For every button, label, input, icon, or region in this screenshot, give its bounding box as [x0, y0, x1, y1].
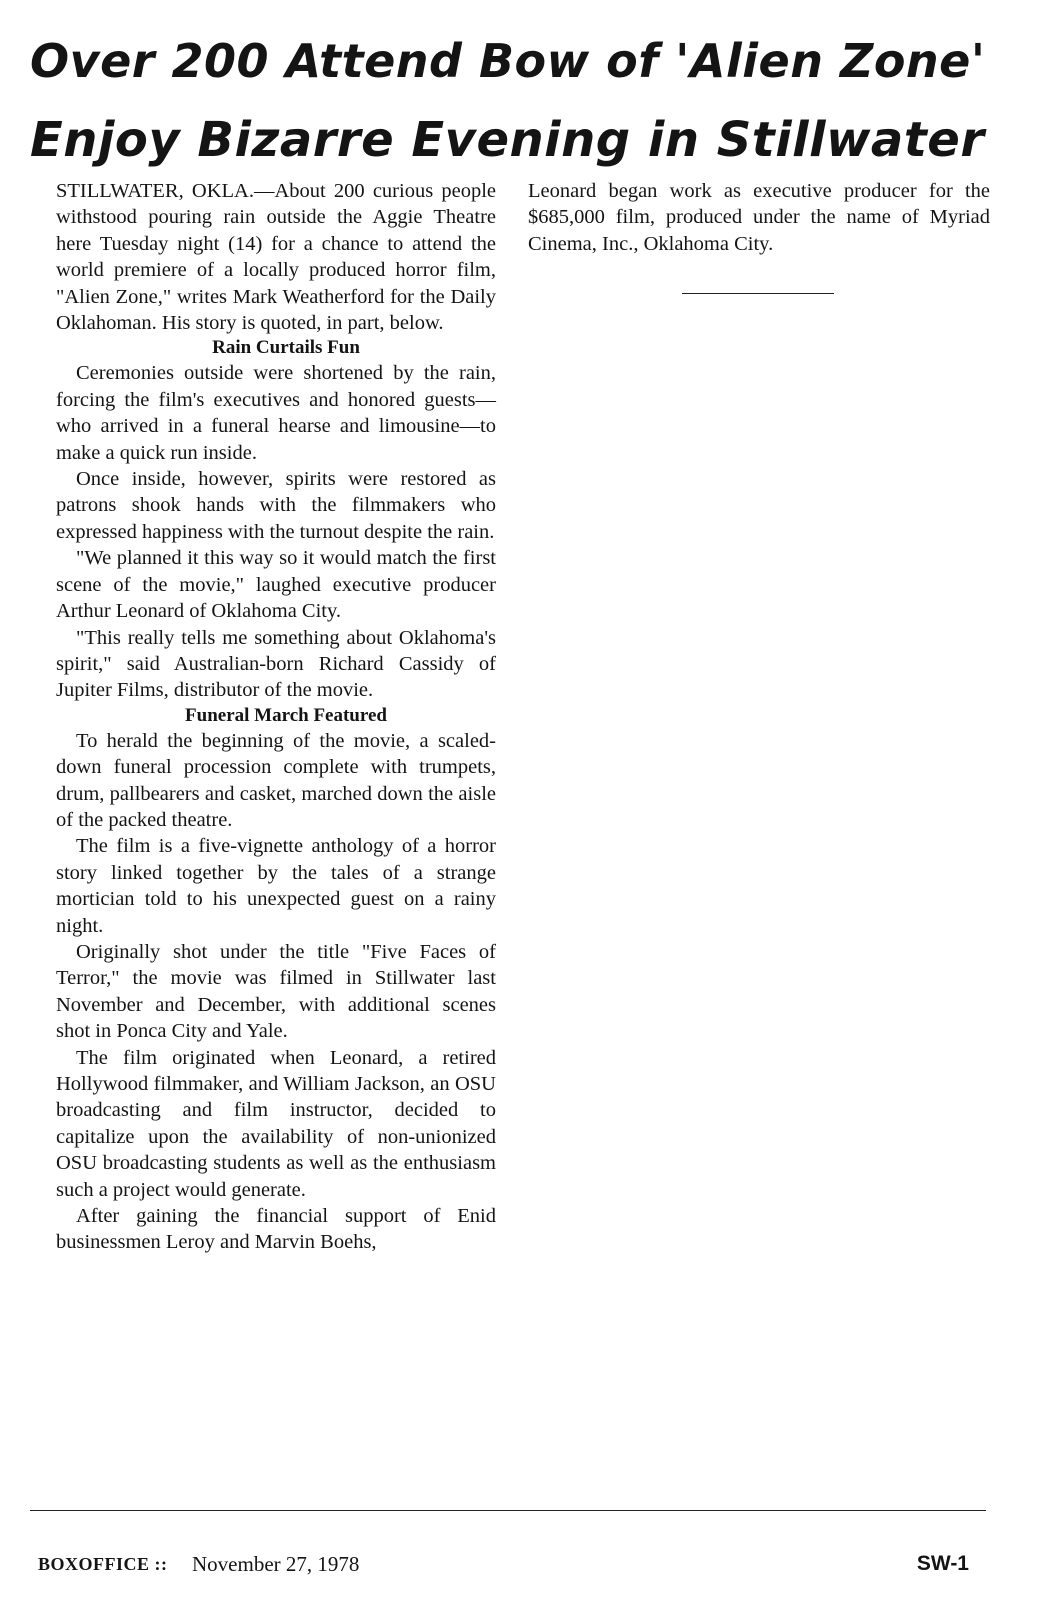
subhead-rain-curtails-fun: Rain Curtails Fun [212, 337, 360, 359]
footer-page-number: SW-1 [916, 1552, 969, 1575]
footer-rule [30, 1510, 986, 1511]
article-paragraph: Originally shot under the title "Five Faces of Terror," the movie was filmed in Stillwater last November and December, with additional scenes shot in Ponca City and Yale. [56, 940, 496, 1043]
article-paragraph: After gaining the financial support of Enid businessmen Leroy and Marvin Boehs, [56, 1205, 496, 1254]
article-paragraph-lead: STILLWATER, OKLA.—About 200 curious people withstood pouring rain outside the Aggie Theatre here Tuesday night (14) for a chance to attend the world premiere of a locally produced horror film, "Alien Zone," writes Mark Weatherford for the Daily Oklahoman. His story is quoted, in part, below. [56, 180, 496, 335]
end-of-article-rule [682, 293, 834, 294]
article-paragraph: "This really tells me something about Oklahoma's spirit," said Australian-born Richard Cassidy of Jupiter Films, distributor of the movie. [56, 626, 496, 702]
subhead-funeral-march-featured: Funeral March Featured [185, 704, 387, 726]
article-paragraph: To herald the beginning of the movie, a scaled-down funeral procession complete with trumpets, drum, pallbearers and casket, marched down the aisle of the packed theatre. [56, 729, 496, 831]
article-paragraph: Ceremonies outside were shortened by the rain, forcing the film's executives and honored guests—who arrived in a funeral hearse and limousine—to make a quick run inside. [56, 362, 496, 464]
article-paragraph: "We planned it this way so it would match the first scene of the movie," laughed executive producer Arthur Leonard of Oklahoma City. [56, 547, 496, 623]
headline-line-1: Over 200 Attend Bow of 'Alien Zone' [30, 34, 986, 88]
footer-date: November 27, 1978 [192, 1552, 360, 1576]
article-paragraph: Once inside, however, spirits were restored as patrons shook hands with the filmmakers who expressed happiness with the turnout despite the rain. [56, 468, 496, 543]
footer-publication-name: BOXOFFICE :: [38, 1554, 168, 1574]
headline-line-2: Enjoy Bizarre Evening in Stillwater [30, 112, 985, 168]
article-paragraph-continued: Leonard began work as executive producer for the $685,000 film, produced under the name of Myriad Cinema, Inc., Oklahoma City. [528, 180, 990, 255]
article-paragraph: The film is a five-vignette anthology of a horror story linked together by the tales of a strange mortician told to his unexpected guest on a rainy night. [56, 835, 496, 937]
article-column-right [528, 178, 990, 257]
article-column-left [56, 178, 496, 1256]
article-paragraph: The film originated when Leonard, a retired Hollywood filmmaker, and William Jackson, an OSU broadcasting and film instructor, decided to capitalize upon the availability of non-unionized OSU broadcasting students as well as the enthusiasm such a project would generate. [56, 1046, 496, 1201]
